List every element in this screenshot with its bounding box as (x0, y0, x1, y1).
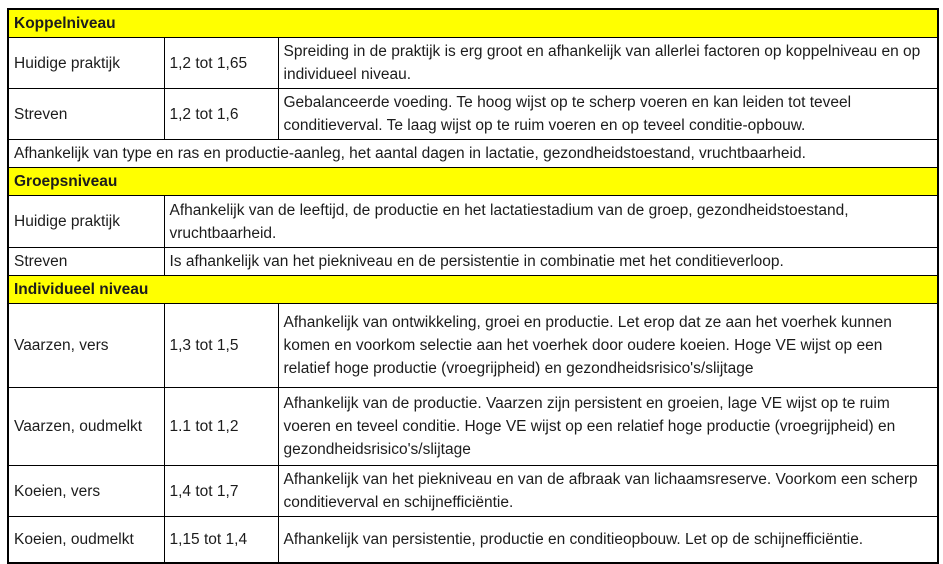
row-label: Huidige praktijk (8, 196, 164, 248)
row-description: Afhankelijk van ontwikkeling, groei en productie. Let erop dat ze aan het voerhek kunnen komen en voorkom selectie aan het voerhek door oudere koeien. Hoge VE wijst op een relatief hoge productie (vroegrijpheid) en gezondheidsrisico's/slijtage (278, 304, 938, 388)
section-row-individueel-niveau (8, 276, 938, 304)
row-description: Spreiding in de praktijk is erg groot en afhankelijk van allerlei factoren op koppelniveau en op individueel niveau. (278, 38, 938, 89)
row-value: 1,2 tot 1,65 (164, 38, 278, 89)
section-row-koppelniveau (8, 9, 938, 38)
row-description: Is afhankelijk van het piekniveau en de persistentie in combinatie met het conditieverloop. (164, 248, 938, 276)
table-row (8, 248, 938, 276)
row-value: 1,4 tot 1,7 (164, 466, 278, 517)
note-row (8, 140, 938, 168)
table-row (8, 196, 938, 248)
row-description: Afhankelijk van persistentie, productie en conditieopbouw. Let op de schijnefficiëntie. (278, 517, 938, 563)
row-description: Afhankelijk van de productie. Vaarzen zijn persistent en groeien, lage VE wijst op te ruim voeren en teveel conditie. Hoge VE wijst op een relatief hoge productie (vroegrijpheid) en gezondheidsrisico's/slijtage (278, 388, 938, 466)
row-value: 1.1 tot 1,2 (164, 388, 278, 466)
row-label: Streven (8, 89, 164, 140)
row-label: Koeien, vers (8, 466, 164, 517)
niveau-table (7, 8, 939, 564)
section-header: Individueel niveau (8, 276, 938, 304)
row-value: 1,15 tot 1,4 (164, 517, 278, 563)
row-value: 1,2 tot 1,6 (164, 89, 278, 140)
section-row-groepsniveau (8, 168, 938, 196)
row-description: Gebalanceerde voeding. Te hoog wijst op te scherp voeren en kan leiden tot teveel conditieverval. Te laag wijst op te ruim voeren en op teveel conditie-opbouw. (278, 89, 938, 140)
section-header: Groepsniveau (8, 168, 938, 196)
table-row (8, 517, 938, 563)
note-text: Afhankelijk van type en ras en productie-aanleg, het aantal dagen in lactatie, gezondheidstoestand, vruchtbaarheid. (8, 140, 938, 168)
row-value: 1,3 tot 1,5 (164, 304, 278, 388)
table-row (8, 388, 938, 466)
table-row (8, 89, 938, 140)
row-label: Vaarzen, oudmelkt (8, 388, 164, 466)
row-label: Vaarzen, vers (8, 304, 164, 388)
section-header: Koppelniveau (8, 9, 938, 38)
row-label: Streven (8, 248, 164, 276)
table-row (8, 466, 938, 517)
table-row (8, 304, 938, 388)
row-label: Koeien, oudmelkt (8, 517, 164, 563)
table-row (8, 38, 938, 89)
row-description: Afhankelijk van het piekniveau en van de afbraak van lichaamsreserve. Voorkom een scherp conditieverval en schijnefficiëntie. (278, 466, 938, 517)
row-label: Huidige praktijk (8, 38, 164, 89)
row-description: Afhankelijk van de leeftijd, de productie en het lactatiestadium van de groep, gezondheidstoestand, vruchtbaarheid. (164, 196, 938, 248)
